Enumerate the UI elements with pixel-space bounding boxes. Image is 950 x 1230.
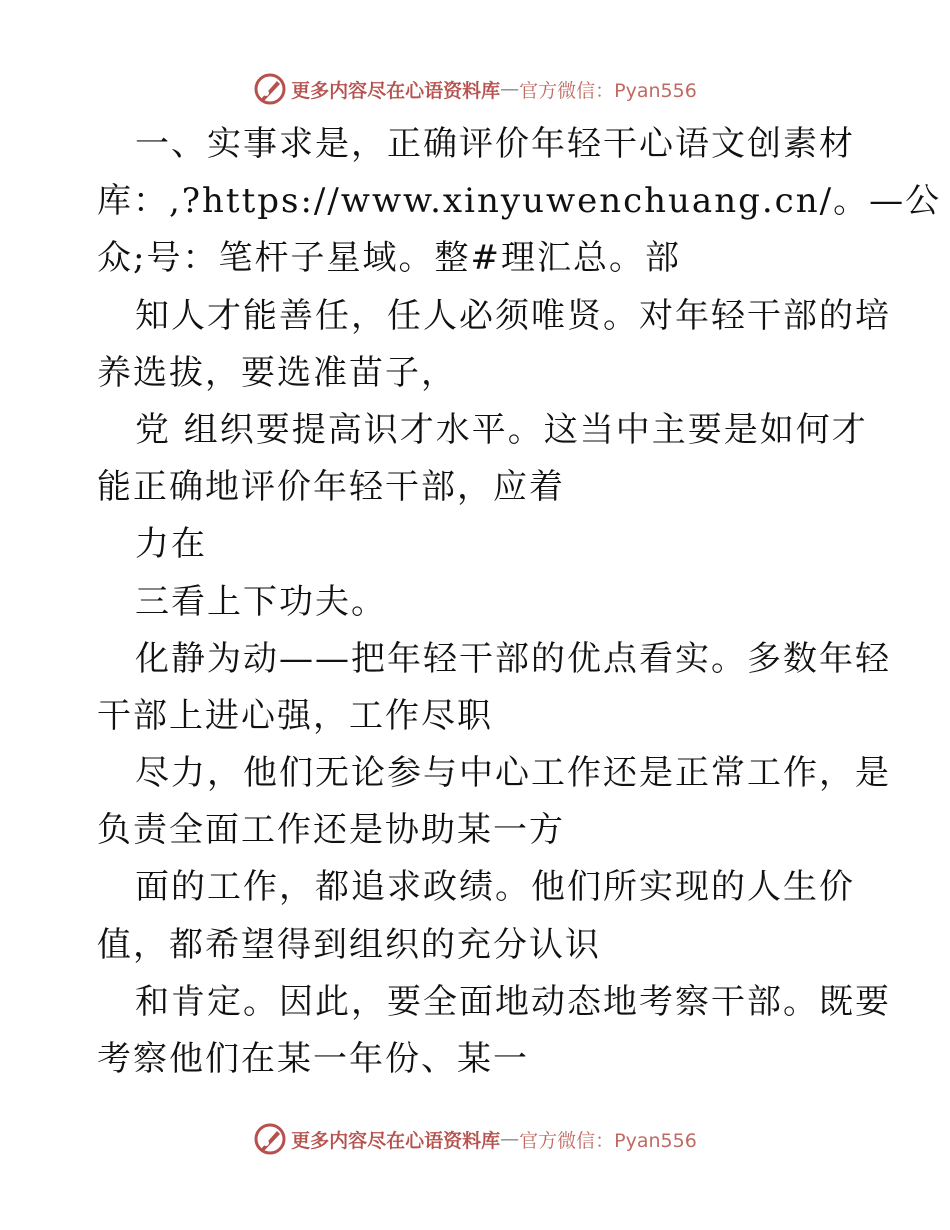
body-line: 和肯定。因此，要全面地动态地考察干部。既要 — [135, 981, 891, 1022]
banner-main-text: 更多内容尽在心语资料库 — [291, 1129, 501, 1152]
body-line: 众;号：笔杆子星域。整#理汇总。部 — [97, 238, 681, 279]
body-line: 库：,?https://www.xinyuwenchuang.cn/。—公 — [97, 181, 942, 222]
body-line: 党 组织要提高识才水平。这当中主要是如何才 — [135, 409, 868, 450]
header-banner — [0, 72, 950, 106]
pen-logo-icon — [253, 72, 287, 106]
banner-wechat-text: 官方微信：Pyan556 — [519, 79, 697, 102]
body-line: 干部上进心强，工作尽职 — [97, 695, 493, 736]
body-line: 尽力，他们无论参与中心工作还是正常工作，是 — [135, 753, 891, 794]
body-line: 一、实事求是，正确评价年轻干心语文创素材 — [135, 124, 855, 164]
body-line: 考察他们在某一年份、某一 — [97, 1039, 529, 1079]
body-line: 力在 — [135, 524, 207, 565]
body-line: 知人才能善任，任人必须唯贤。对年轻干部的培 — [135, 295, 891, 336]
body-line: 养选拔，要选准苗子， — [97, 352, 457, 393]
body-line: 化静为动——把年轻干部的优点看实。多数年轻 — [135, 638, 891, 679]
footer-banner — [0, 1122, 950, 1156]
document-body — [97, 116, 942, 1088]
body-line: 负责全面工作还是协助某一方 — [97, 810, 565, 851]
body-line: 三看上下功夫。 — [135, 581, 387, 622]
body-line: 值，都希望得到组织的充分认识 — [97, 924, 601, 965]
banner-separator: — — [500, 1128, 520, 1150]
banner-wechat-text: 官方微信：Pyan556 — [519, 1129, 697, 1152]
banner-separator: — — [500, 78, 520, 100]
pen-logo-icon — [253, 1122, 287, 1156]
banner-main-text: 更多内容尽在心语资料库 — [291, 79, 501, 102]
body-line: 能正确地评价年轻干部，应着 — [97, 467, 565, 508]
body-line: 面的工作，都追求政绩。他们所实现的人生价 — [135, 867, 855, 908]
